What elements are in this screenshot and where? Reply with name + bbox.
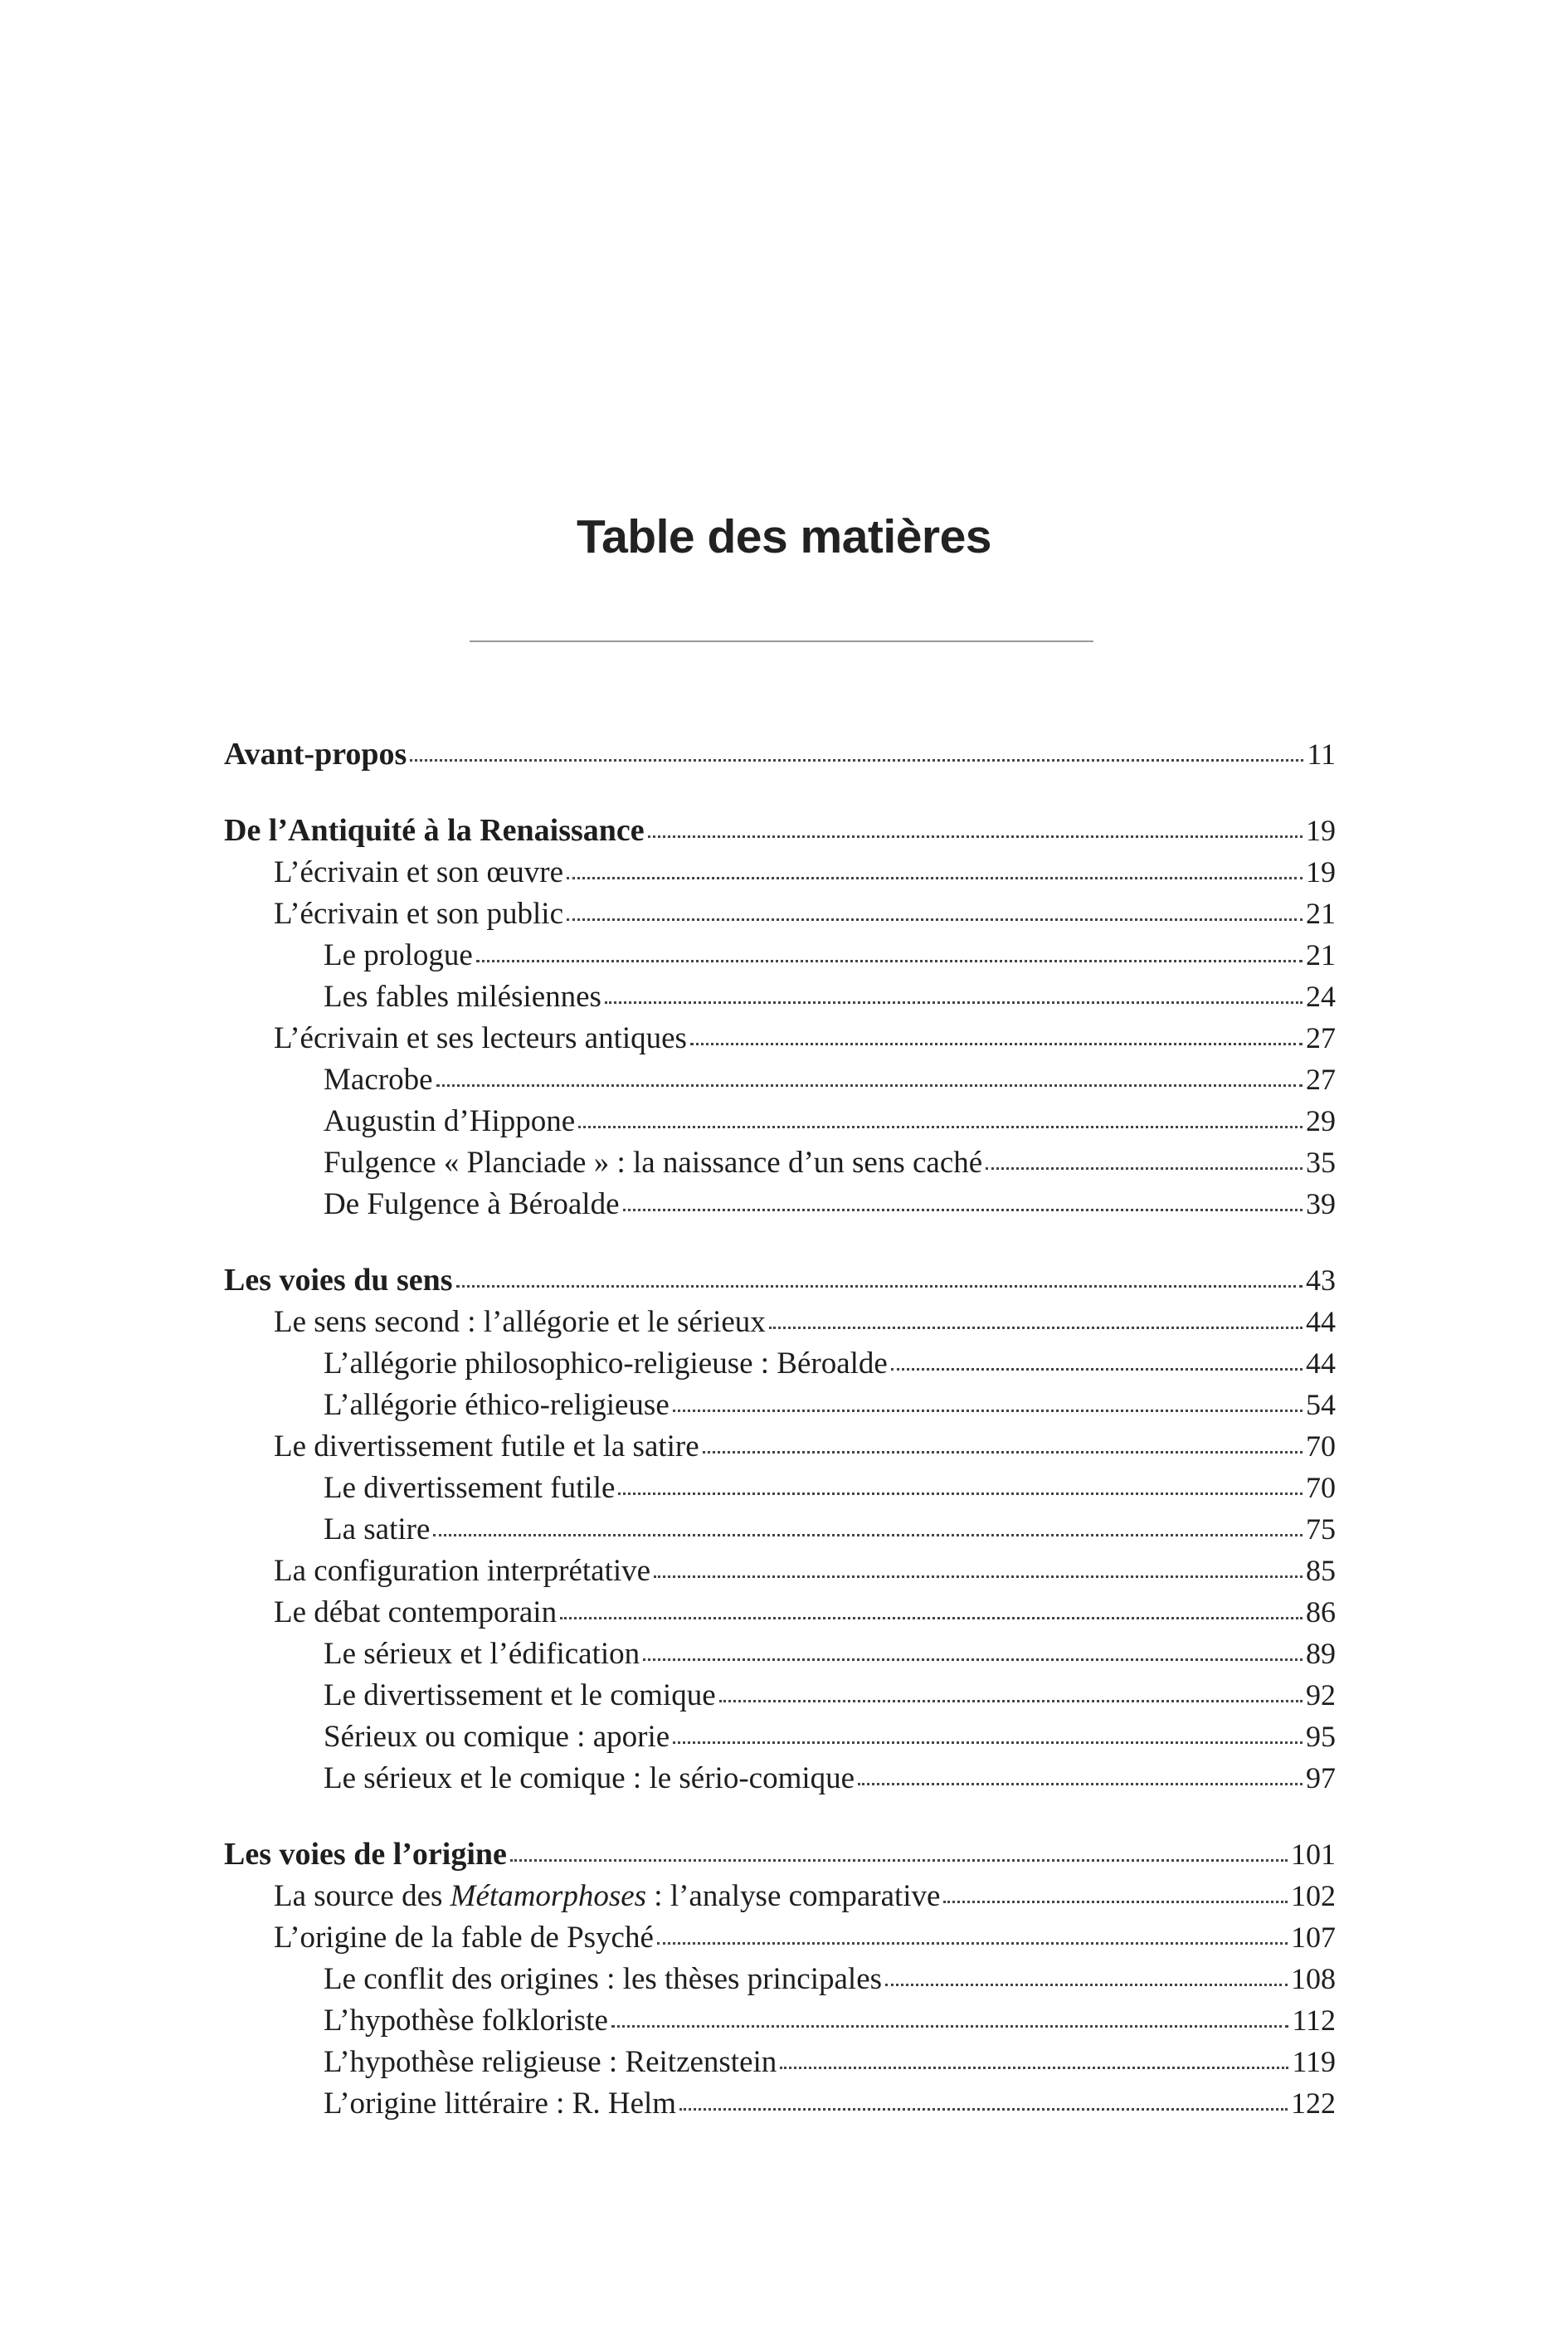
toc-subsection (224, 934, 1336, 976)
toc-page-number: 112 (1292, 2004, 1336, 2037)
toc-chapter (224, 1591, 1336, 1633)
toc-entry-title: L’allégorie éthico-religieuse (324, 1388, 670, 1422)
toc-chapter (224, 1017, 1336, 1059)
toc-entry-title: Le divertissement futile et la satire (274, 1429, 699, 1463)
toc-subsection (224, 1467, 1336, 1508)
toc-subsection (224, 1384, 1336, 1425)
dot-leader (657, 1942, 1288, 1945)
toc-entry-title (274, 1876, 940, 1917)
toc-subsection (224, 1142, 1336, 1183)
toc-title-part: : l’analyse comparative (646, 1879, 941, 1913)
dot-leader (578, 1126, 1303, 1128)
toc-page-number: 75 (1306, 1512, 1336, 1546)
toc-page-number: 24 (1306, 980, 1336, 1013)
table-of-contents (224, 733, 1336, 2124)
toc-page-number: 95 (1306, 1720, 1336, 1753)
toc-chapter (224, 1550, 1336, 1591)
toc-page-number: 19 (1306, 814, 1336, 847)
toc-page-number: 92 (1306, 1678, 1336, 1712)
toc-page-number: 19 (1306, 855, 1336, 889)
dot-leader (673, 1741, 1303, 1744)
dot-leader (643, 1658, 1303, 1661)
toc-page-number: 107 (1291, 1921, 1336, 1954)
toc-entry-title: Le sérieux et le comique : le sério-comique (324, 1761, 855, 1795)
dot-leader (858, 1783, 1303, 1785)
toc-page-number: 44 (1306, 1346, 1336, 1380)
toc-entry-title: De Fulgence à Béroalde (324, 1187, 620, 1221)
toc-chapter (224, 1875, 1336, 1916)
toc-chapter (224, 1301, 1336, 1342)
toc-entry-title: Le divertissement et le comique (324, 1678, 716, 1712)
dot-leader (611, 2025, 1288, 2028)
toc-subsection (224, 1674, 1336, 1716)
toc-page-number: 27 (1306, 1021, 1336, 1054)
toc-entry-title: Le sérieux et l’édification (324, 1637, 640, 1671)
dot-leader (605, 1001, 1303, 1004)
toc-chapter (224, 893, 1336, 934)
toc-entry-title: L’origine littéraire : R. Helm (324, 2087, 677, 2121)
dot-leader (560, 1617, 1303, 1619)
toc-chapter (224, 851, 1336, 893)
toc-entry-title: De l’Antiquité à la Renaissance (224, 813, 645, 848)
toc-page-number: 35 (1306, 1146, 1336, 1179)
toc-page-number: 11 (1307, 738, 1336, 771)
toc-page-number: 101 (1291, 1838, 1336, 1871)
toc-section (224, 733, 1336, 775)
toc-entry-title: Les voies du sens (224, 1263, 453, 1298)
toc-entry-title: Fulgence « Planciade » : la naissance d’un sens caché (324, 1146, 983, 1180)
dot-leader (623, 1209, 1303, 1211)
dot-leader (410, 759, 1303, 762)
toc-page-number: 102 (1291, 1879, 1336, 1912)
toc-section (224, 1833, 1336, 1875)
toc-subsection (224, 1757, 1336, 1799)
toc-page-number: 122 (1291, 2087, 1336, 2120)
toc-section (224, 810, 1336, 851)
toc-page-number: 86 (1306, 1595, 1336, 1629)
dot-leader (673, 1410, 1303, 1412)
toc-subsection (224, 1508, 1336, 1550)
dot-leader (943, 1901, 1288, 1903)
toc-page-number: 54 (1306, 1388, 1336, 1421)
toc-subsection (224, 1183, 1336, 1225)
toc-entry-title: Le débat contemporain (274, 1595, 558, 1629)
toc-entry-title: L’écrivain et son œuvre (274, 855, 563, 889)
toc-subsection (224, 2041, 1336, 2082)
toc-entry-title: Le conflit des origines : les thèses principales (324, 1962, 883, 1996)
page-title: Table des matières (576, 510, 992, 563)
toc-entry-title: L’hypothèse religieuse : Reitzenstein (324, 2045, 777, 2079)
dot-leader (986, 1167, 1303, 1170)
toc-page-number: 27 (1306, 1063, 1336, 1096)
toc-page-number: 108 (1291, 1962, 1336, 1995)
toc-subsection (224, 1958, 1336, 1999)
dot-leader (780, 2067, 1288, 2069)
dot-leader (679, 2108, 1288, 2111)
dot-leader (719, 1700, 1303, 1702)
dot-leader (433, 1534, 1303, 1536)
dot-leader (567, 918, 1303, 921)
toc-page-number: 29 (1306, 1104, 1336, 1137)
toc-entry-title: L’hypothèse folkloriste (324, 2004, 608, 2038)
toc-page-number: 70 (1306, 1471, 1336, 1504)
toc-chapter (224, 1916, 1336, 1958)
toc-subsection (224, 1999, 1336, 2041)
toc-page-number: 85 (1306, 1554, 1336, 1587)
toc-entry-title: Le sens second : l’allégorie et le sérieux (274, 1305, 766, 1339)
toc-entry-title: Macrobe (324, 1063, 433, 1097)
toc-subsection (224, 976, 1336, 1017)
toc-entry-title: L’écrivain et son public (274, 897, 564, 931)
toc-page-number: 70 (1306, 1429, 1336, 1463)
toc-entry-title: Sérieux ou comique : aporie (324, 1720, 670, 1754)
dot-leader (567, 877, 1303, 879)
toc-entry-title: Augustin d’Hippone (324, 1104, 576, 1138)
dot-leader (436, 1084, 1303, 1087)
toc-entry-title: La configuration interprétative (274, 1554, 651, 1588)
dot-leader (510, 1859, 1288, 1862)
dot-leader (891, 1368, 1303, 1371)
toc-subsection (224, 2082, 1336, 2124)
toc-entry-title: La satire (324, 1512, 431, 1546)
toc-page-number: 89 (1306, 1637, 1336, 1670)
title-divider (470, 640, 1093, 642)
toc-subsection (224, 1633, 1336, 1674)
toc-title-italic: Métamorphoses (450, 1879, 647, 1913)
toc-subsection (224, 1342, 1336, 1384)
toc-section (224, 1259, 1336, 1301)
toc-chapter (224, 1425, 1336, 1467)
toc-entry-title: Le prologue (324, 938, 473, 972)
dot-leader (648, 835, 1303, 838)
toc-page-number: 39 (1306, 1187, 1336, 1220)
dot-leader (690, 1043, 1303, 1045)
toc-entry-title: Les voies de l’origine (224, 1837, 507, 1872)
dot-leader (703, 1451, 1303, 1454)
dot-leader (885, 1984, 1288, 1986)
dot-leader (618, 1493, 1303, 1495)
toc-entry-title: L’origine de la fable de Psyché (274, 1921, 654, 1955)
dot-leader (476, 960, 1303, 962)
toc-page-number: 21 (1306, 897, 1336, 930)
toc-entry-title: L’allégorie philosophico-religieuse : Béroalde (324, 1346, 888, 1381)
toc-entry-title: Avant-propos (224, 737, 407, 772)
toc-subsection (224, 1716, 1336, 1757)
toc-page-number: 21 (1306, 938, 1336, 971)
toc-page-number: 97 (1306, 1761, 1336, 1794)
dot-leader (769, 1327, 1303, 1329)
toc-subsection (224, 1100, 1336, 1142)
toc-entry-title: Le divertissement futile (324, 1471, 616, 1505)
toc-page-number: 44 (1306, 1305, 1336, 1338)
toc-entry-title: Les fables milésiennes (324, 980, 601, 1014)
toc-page-number: 43 (1306, 1264, 1336, 1297)
dot-leader (654, 1575, 1303, 1578)
toc-entry-title: L’écrivain et ses lecteurs antiques (274, 1021, 687, 1055)
toc-subsection (224, 1059, 1336, 1100)
toc-page-number: 119 (1292, 2045, 1336, 2078)
dot-leader (456, 1285, 1303, 1288)
toc-title-part: La source des (274, 1879, 450, 1913)
